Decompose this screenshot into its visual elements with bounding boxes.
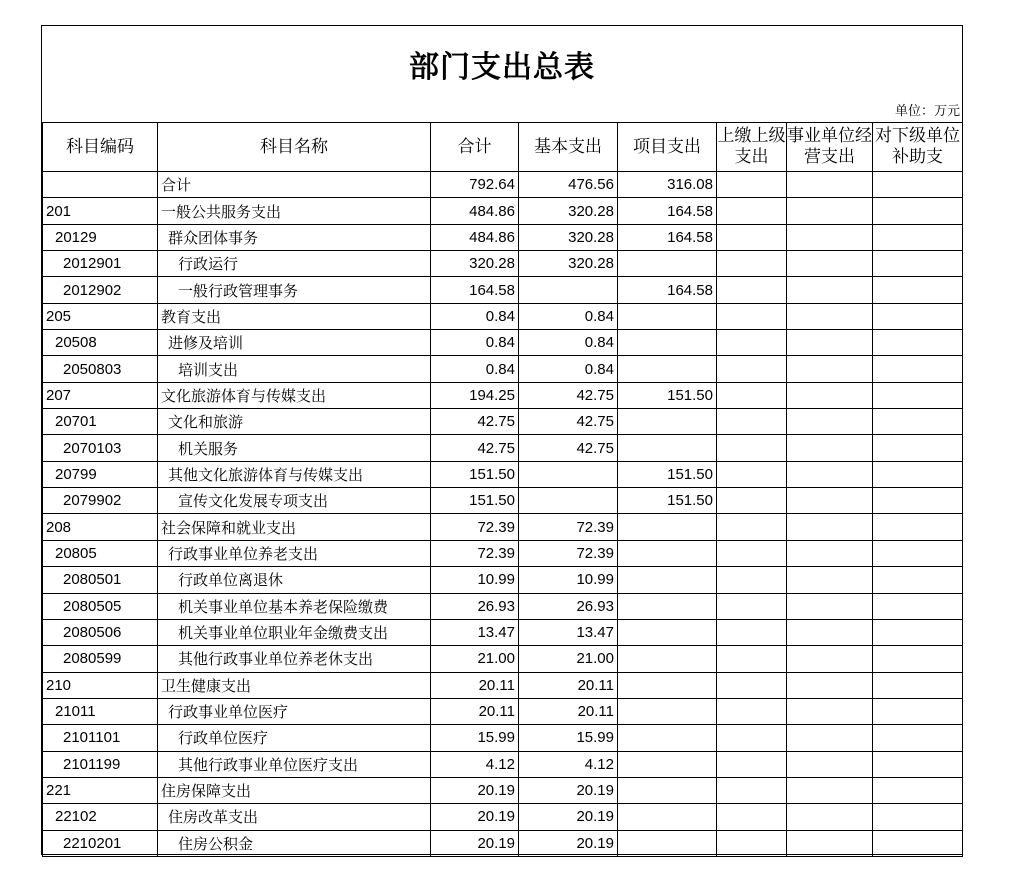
cell-total: 20.11: [431, 698, 519, 724]
cell-name: 合计: [158, 172, 431, 198]
table-row: [43, 488, 963, 514]
cell-business: [787, 593, 873, 619]
cell-name: 住房改革支出: [158, 804, 431, 830]
cell-total: 194.25: [431, 382, 519, 408]
cell-project: [618, 725, 717, 751]
cell-total: 15.99: [431, 725, 519, 751]
cell-project: 151.50: [618, 382, 717, 408]
cell-subsidy: [873, 777, 963, 803]
cell-name: 行政单位离退休: [158, 567, 431, 593]
cell-project: [618, 303, 717, 329]
cell-basic: 15.99: [519, 725, 618, 751]
cell-subsidy: [873, 672, 963, 698]
cell-subsidy: [873, 725, 963, 751]
cell-code: 207: [43, 382, 158, 408]
cell-basic: 0.84: [519, 356, 618, 382]
cell-project: [618, 672, 717, 698]
cell-name: 行政事业单位医疗: [158, 698, 431, 724]
cell-basic: 4.12: [519, 751, 618, 777]
cell-name: 文化旅游体育与传媒支出: [158, 382, 431, 408]
cell-total: 151.50: [431, 461, 519, 487]
cell-code: 2080501: [43, 567, 158, 593]
cell-name: 社会保障和就业支出: [158, 514, 431, 540]
cell-subsidy: [873, 303, 963, 329]
table-row: [43, 698, 963, 724]
cell-code: 2012901: [43, 251, 158, 277]
cell-code: 208: [43, 514, 158, 540]
table-row: [43, 514, 963, 540]
cell-basic: 13.47: [519, 619, 618, 645]
cell-remit: [717, 619, 787, 645]
cell-project: 316.08: [618, 172, 717, 198]
cell-basic: 72.39: [519, 514, 618, 540]
cell-basic: 21.00: [519, 646, 618, 672]
cell-remit: [717, 593, 787, 619]
cell-name: 机关事业单位职业年金缴费支出: [158, 619, 431, 645]
cell-project: [618, 514, 717, 540]
cell-remit: [717, 514, 787, 540]
cell-remit: [717, 198, 787, 224]
cell-total: 0.84: [431, 356, 519, 382]
cell-remit: [717, 435, 787, 461]
cell-subsidy: [873, 514, 963, 540]
cell-project: [618, 330, 717, 356]
cell-remit: [717, 303, 787, 329]
cell-basic: 42.75: [519, 409, 618, 435]
cell-code: 20701: [43, 409, 158, 435]
cell-subsidy: [873, 619, 963, 645]
cell-subsidy: [873, 646, 963, 672]
cell-business: [787, 672, 873, 698]
cell-code: 221: [43, 777, 158, 803]
cell-total: 320.28: [431, 251, 519, 277]
cell-business: [787, 409, 873, 435]
cell-name: 培训支出: [158, 356, 431, 382]
cell-business: [787, 330, 873, 356]
cell-remit: [717, 698, 787, 724]
cell-subsidy: [873, 356, 963, 382]
cell-total: 42.75: [431, 409, 519, 435]
cell-business: [787, 251, 873, 277]
cell-name: 住房公积金: [158, 830, 431, 856]
cell-total: 792.64: [431, 172, 519, 198]
cell-project: 164.58: [618, 198, 717, 224]
table-row: [43, 435, 963, 461]
cell-total: 20.19: [431, 777, 519, 803]
cell-project: [618, 567, 717, 593]
cell-total: 10.99: [431, 567, 519, 593]
cell-basic: 20.19: [519, 777, 618, 803]
cell-subsidy: [873, 277, 963, 303]
cell-basic: 42.75: [519, 382, 618, 408]
cell-business: [787, 698, 873, 724]
cell-remit: [717, 382, 787, 408]
table-row: [43, 672, 963, 698]
cell-project: [618, 356, 717, 382]
cell-business: [787, 356, 873, 382]
cell-project: [618, 409, 717, 435]
cell-code: 20805: [43, 540, 158, 566]
table-row: [43, 725, 963, 751]
cell-code: 21011: [43, 698, 158, 724]
cell-project: [618, 251, 717, 277]
cell-subsidy: [873, 593, 963, 619]
cell-name: 行政事业单位养老支出: [158, 540, 431, 566]
cell-name: 教育支出: [158, 303, 431, 329]
cell-remit: [717, 540, 787, 566]
cell-business: [787, 567, 873, 593]
cell-code: 2080599: [43, 646, 158, 672]
cell-remit: [717, 725, 787, 751]
cell-code: 2210201: [43, 830, 158, 856]
cell-business: [787, 461, 873, 487]
cell-project: [618, 751, 717, 777]
cell-code: 20799: [43, 461, 158, 487]
cell-total: 21.00: [431, 646, 519, 672]
cell-code: 2080506: [43, 619, 158, 645]
cell-subsidy: [873, 830, 963, 856]
cell-business: [787, 514, 873, 540]
cell-code: 20508: [43, 330, 158, 356]
cell-business: [787, 382, 873, 408]
cell-basic: 320.28: [519, 198, 618, 224]
cell-subsidy: [873, 409, 963, 435]
cell-code: 2101199: [43, 751, 158, 777]
cell-name: 一般行政管理事务: [158, 277, 431, 303]
cell-business: [787, 198, 873, 224]
header-business: 事业单位经营支出: [787, 123, 873, 172]
expenditure-table: [42, 122, 963, 857]
cell-remit: [717, 251, 787, 277]
cell-subsidy: [873, 488, 963, 514]
page-title: 部门支出总表: [409, 50, 595, 85]
cell-total: 42.75: [431, 435, 519, 461]
cell-business: [787, 435, 873, 461]
cell-total: 484.86: [431, 198, 519, 224]
cell-total: 20.19: [431, 804, 519, 830]
cell-name: 行政运行: [158, 251, 431, 277]
cell-subsidy: [873, 251, 963, 277]
cell-remit: [717, 356, 787, 382]
table-row: [43, 619, 963, 645]
cell-basic: 20.11: [519, 698, 618, 724]
cell-code: 2101101: [43, 725, 158, 751]
cell-basic: 476.56: [519, 172, 618, 198]
cell-basic: 320.28: [519, 251, 618, 277]
cell-total: 4.12: [431, 751, 519, 777]
cell-remit: [717, 777, 787, 803]
cell-remit: [717, 409, 787, 435]
table-row: [43, 224, 963, 250]
table-header-row: [43, 123, 963, 172]
cell-project: [618, 619, 717, 645]
cell-code: 2012902: [43, 277, 158, 303]
table-row: [43, 777, 963, 803]
cell-business: [787, 777, 873, 803]
cell-total: 20.19: [431, 830, 519, 856]
table-row: [43, 198, 963, 224]
cell-subsidy: [873, 698, 963, 724]
cell-business: [787, 725, 873, 751]
cell-remit: [717, 751, 787, 777]
cell-remit: [717, 330, 787, 356]
header-total: 合计: [431, 123, 519, 172]
cell-code: 20129: [43, 224, 158, 250]
table-body: [43, 172, 963, 857]
title-area: [42, 26, 962, 122]
cell-subsidy: [873, 540, 963, 566]
cell-project: 151.50: [618, 488, 717, 514]
cell-subsidy: [873, 751, 963, 777]
table-row: [43, 830, 963, 856]
header-remit: 上缴上级支出: [717, 123, 787, 172]
cell-name: 机关服务: [158, 435, 431, 461]
cell-project: [618, 435, 717, 461]
unit-label: 单位：万元: [894, 104, 960, 119]
header-code: 科目编码: [43, 123, 158, 172]
cell-total: 0.84: [431, 303, 519, 329]
cell-name: 文化和旅游: [158, 409, 431, 435]
cell-name: 住房保障支出: [158, 777, 431, 803]
cell-subsidy: [873, 330, 963, 356]
cell-total: 0.84: [431, 330, 519, 356]
table-row: [43, 277, 963, 303]
cell-code: 205: [43, 303, 158, 329]
cell-total: 13.47: [431, 619, 519, 645]
cell-total: 26.93: [431, 593, 519, 619]
cell-remit: [717, 804, 787, 830]
cell-project: [618, 593, 717, 619]
cell-code: 22102: [43, 804, 158, 830]
cell-code: 2080505: [43, 593, 158, 619]
cell-business: [787, 646, 873, 672]
cell-name: 行政单位医疗: [158, 725, 431, 751]
cell-total: 20.11: [431, 672, 519, 698]
cell-code: 2079902: [43, 488, 158, 514]
table-row: [43, 567, 963, 593]
cell-remit: [717, 830, 787, 856]
cell-remit: [717, 488, 787, 514]
cell-code: 210: [43, 672, 158, 698]
cell-basic: 0.84: [519, 330, 618, 356]
cell-business: [787, 277, 873, 303]
header-project: 项目支出: [618, 123, 717, 172]
cell-business: [787, 751, 873, 777]
cell-business: [787, 488, 873, 514]
cell-remit: [717, 672, 787, 698]
cell-project: [618, 804, 717, 830]
cell-business: [787, 172, 873, 198]
table-row: [43, 172, 963, 198]
cell-project: 164.58: [618, 224, 717, 250]
table-row: [43, 330, 963, 356]
header-name: 科目名称: [158, 123, 431, 172]
table-row: [43, 382, 963, 408]
cell-subsidy: [873, 804, 963, 830]
cell-remit: [717, 567, 787, 593]
cell-project: [618, 830, 717, 856]
cell-business: [787, 830, 873, 856]
cell-code: 2070103: [43, 435, 158, 461]
cell-subsidy: [873, 567, 963, 593]
cell-name: 其他行政事业单位养老休支出: [158, 646, 431, 672]
cell-name: 群众团体事务: [158, 224, 431, 250]
cell-subsidy: [873, 461, 963, 487]
cell-remit: [717, 224, 787, 250]
cell-name: 机关事业单位基本养老保险缴费: [158, 593, 431, 619]
cell-project: 151.50: [618, 461, 717, 487]
cell-basic: 72.39: [519, 540, 618, 566]
cell-basic: 20.19: [519, 804, 618, 830]
cell-name: 其他行政事业单位医疗支出: [158, 751, 431, 777]
cell-subsidy: [873, 198, 963, 224]
cell-business: [787, 540, 873, 566]
cell-business: [787, 804, 873, 830]
cell-total: 72.39: [431, 540, 519, 566]
cell-name: 其他文化旅游体育与传媒支出: [158, 461, 431, 487]
table-row: [43, 461, 963, 487]
cell-basic: 0.84: [519, 303, 618, 329]
cell-project: [618, 777, 717, 803]
cell-business: [787, 619, 873, 645]
cell-basic: 20.11: [519, 672, 618, 698]
cell-subsidy: [873, 172, 963, 198]
cell-basic: [519, 461, 618, 487]
cell-total: 484.86: [431, 224, 519, 250]
cell-project: [618, 646, 717, 672]
cell-code: 201: [43, 198, 158, 224]
table-row: [43, 303, 963, 329]
cell-basic: 26.93: [519, 593, 618, 619]
cell-name: 一般公共服务支出: [158, 198, 431, 224]
cell-project: 164.58: [618, 277, 717, 303]
table-row: [43, 751, 963, 777]
cell-remit: [717, 172, 787, 198]
cell-code: [43, 172, 158, 198]
cell-basic: [519, 277, 618, 303]
cell-remit: [717, 461, 787, 487]
table-row: [43, 540, 963, 566]
cell-business: [787, 224, 873, 250]
cell-basic: [519, 488, 618, 514]
cell-total: 164.58: [431, 277, 519, 303]
header-subsidy: 对下级单位补助支: [873, 123, 963, 172]
cell-remit: [717, 277, 787, 303]
report-frame: [41, 25, 963, 855]
cell-basic: 20.19: [519, 830, 618, 856]
cell-code: 2050803: [43, 356, 158, 382]
cell-basic: 320.28: [519, 224, 618, 250]
cell-subsidy: [873, 224, 963, 250]
cell-project: [618, 698, 717, 724]
cell-total: 72.39: [431, 514, 519, 540]
cell-name: 卫生健康支出: [158, 672, 431, 698]
table-row: [43, 593, 963, 619]
cell-subsidy: [873, 435, 963, 461]
header-basic: 基本支出: [519, 123, 618, 172]
table-row: [43, 251, 963, 277]
cell-remit: [717, 646, 787, 672]
cell-basic: 42.75: [519, 435, 618, 461]
table-row: [43, 409, 963, 435]
cell-name: 进修及培训: [158, 330, 431, 356]
cell-name: 宣传文化发展专项支出: [158, 488, 431, 514]
cell-business: [787, 303, 873, 329]
table-row: [43, 356, 963, 382]
table-row: [43, 804, 963, 830]
cell-subsidy: [873, 382, 963, 408]
table-row: [43, 646, 963, 672]
cell-project: [618, 540, 717, 566]
cell-basic: 10.99: [519, 567, 618, 593]
cell-total: 151.50: [431, 488, 519, 514]
